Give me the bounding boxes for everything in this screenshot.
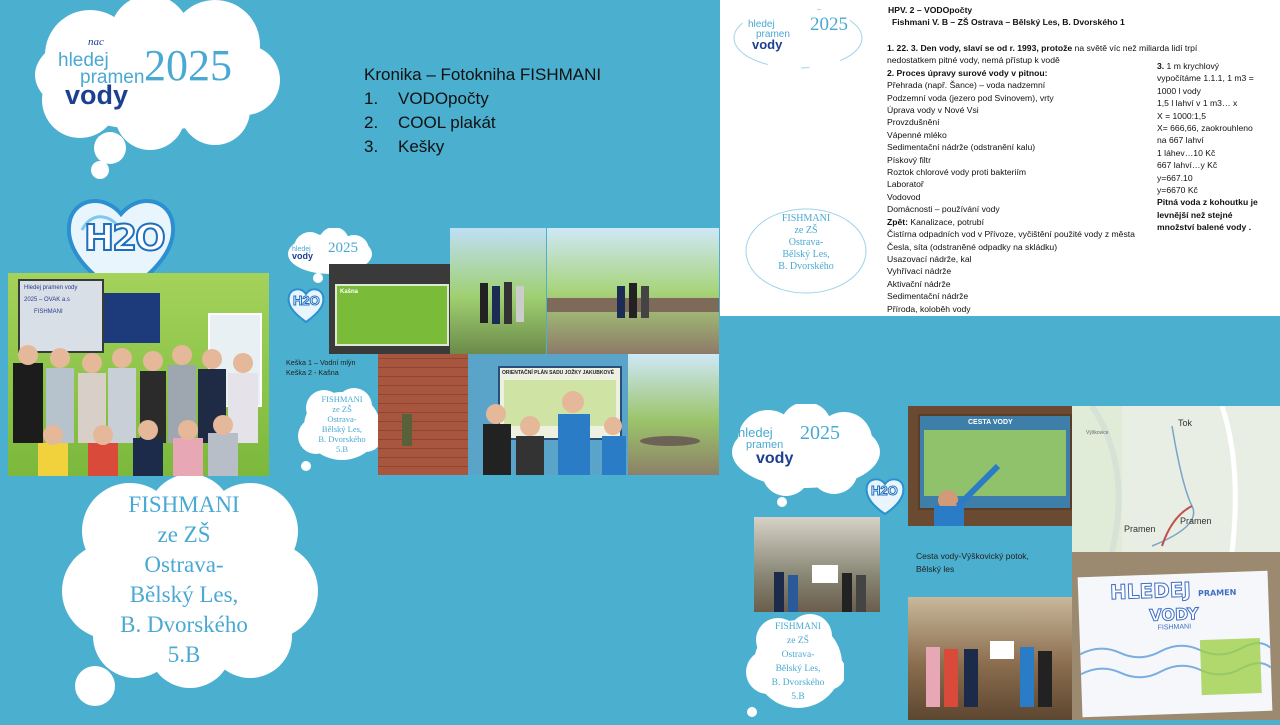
kesky-captions (286, 358, 356, 378)
cesta-caption (916, 550, 1029, 576)
doc-line: Sedimentační nádrže (887, 291, 969, 302)
team-line-1: FISHMANI (128, 492, 240, 517)
menu-item-kesky[interactable] (364, 137, 684, 157)
team-line-1: FISHMANI (781, 213, 831, 224)
team-line-5: B. Dvorského (120, 612, 248, 637)
h2o-heart-small-kesky (286, 286, 326, 324)
doc-line: Aktivační nádrže (887, 278, 951, 289)
logo-cloud-cesta (726, 404, 886, 508)
small-logo-year: 2025 (328, 240, 358, 256)
h2o-heart-cesta (864, 476, 906, 516)
board-line-2: 2025 – OVAK a.s (24, 297, 70, 303)
doc-logo-pramen: pramen (756, 29, 790, 40)
doc-line: Česla, síta (odstraněné odpadky na skládku) (887, 241, 1058, 252)
cesta-logo-year: 2025 (800, 422, 840, 444)
cesta-sign-title: CESTA VODY (968, 419, 1013, 426)
students-on-bench (547, 228, 719, 354)
calc-line: X = 1000:1,5 (1157, 110, 1206, 121)
doc-logo-year: 2025 (810, 14, 848, 35)
doc-line: Úprava vody v Nové Vsi (887, 105, 979, 116)
logo-vody: vody (65, 80, 129, 110)
forest-group-photo-1 (754, 517, 880, 612)
calc-line: 1,5 l lahví v 1 m3… x (1157, 98, 1238, 109)
poster-waves (1080, 628, 1272, 705)
menu-num: 3. (364, 137, 379, 156)
students-in-park (450, 228, 546, 354)
team-line-1: FISHMANI (775, 622, 821, 632)
cesta-logo-hledej: hledej (738, 425, 773, 440)
doc-line: Příroda, koloběh vody (887, 303, 971, 314)
doc-line: Laboratoř (887, 179, 924, 190)
group-in-forest (908, 597, 1072, 720)
calc-line: y=6670 Kč (1157, 185, 1198, 196)
poster-fishmani: FISHMANI (1157, 623, 1192, 632)
menu-label: VODOpočty (398, 89, 489, 108)
team-line-4: Bělský Les, (129, 582, 239, 607)
poster-vody: VODY (1148, 604, 1199, 625)
doc-team-cloud (742, 205, 870, 297)
calc-line: vypočítáme 1.1.1, 1 m3 = (1157, 73, 1254, 84)
mill-building-photo (378, 354, 470, 475)
forest-group-photo-2 (908, 597, 1072, 720)
doc-line: Sedimentační nádrže (odstranění kalu) (887, 142, 1036, 153)
map-label-pramen-1: Pramen (1124, 524, 1156, 534)
map-drawing (1072, 406, 1280, 552)
team-line-2: ze ZŠ (332, 404, 352, 414)
cesta-caption-2: Bělský les (916, 564, 955, 574)
team-line-4: Bělský Les, (782, 249, 830, 260)
cesta-logo-vody: vody (756, 450, 794, 467)
small-logo-hledej: hledej (292, 246, 311, 253)
route-map (1072, 406, 1280, 552)
board-line-3: FISHMANI (34, 309, 63, 315)
doc-line: Vyhřívací nádrže (887, 266, 952, 277)
calc-conclusion: levnější než stejné (1157, 209, 1233, 220)
doc-line: Vápenné mléko (887, 129, 947, 140)
h2o-text: H2O (84, 218, 164, 259)
cesta-vody-sign-photo (908, 406, 1072, 526)
keska-1-caption: Keška 1 – Vodní mlýn (286, 358, 356, 367)
students-at-map (468, 354, 628, 475)
calc-line: X= 666,66, zaokrouhleno (1157, 123, 1253, 134)
doc-line: Čistírna odpadních vod v Přívoze, vyčištění použité vody z města (887, 229, 1135, 240)
doc-line: Domácnosti – používání vody (887, 204, 1000, 215)
team-cloud-cesta (744, 612, 844, 720)
students-group (8, 273, 269, 476)
doc-heading-1: HPV. 2 – VODOpočty (888, 5, 973, 15)
team-line-1: FISHMANI (321, 394, 363, 404)
doc-logo-vody: vody (752, 37, 783, 52)
group-in-forest (754, 517, 880, 612)
team-line-3: Ostrava- (144, 552, 224, 577)
team-cloud-large (60, 476, 325, 720)
calc-line: na 667 lahví (1157, 135, 1204, 146)
team-line-2: ze ZŠ (787, 636, 809, 646)
team-line-3: Ostrava- (327, 414, 357, 424)
team-line-2: ze ZŠ (794, 225, 818, 236)
team-line-4: Bělský Les, (775, 664, 821, 674)
brand-mark: nac (88, 36, 104, 48)
park-photo-1 (450, 228, 546, 354)
calc-title: 1 m krychlový (1164, 61, 1220, 71)
menu-item-cool-plakat[interactable] (364, 113, 684, 133)
map-label-vyskovice: Výškovice (1086, 430, 1109, 436)
park-map-photo (468, 354, 628, 475)
poster-pramen: PRAMEN (1197, 587, 1237, 599)
team-cloud-small-kesky (296, 386, 382, 474)
doc-p1-cont: nedostatkem pitné vody, nemá přístup k vodě (887, 55, 1060, 66)
team-line-5: B. Dvorského (778, 261, 834, 272)
menu-label: COOL plakát (398, 113, 496, 132)
calc-line: 667 lahví…y Kč (1157, 160, 1218, 171)
calc-conclusion: množství balené vody . (1157, 222, 1252, 233)
team-line-2: ze ZŠ (157, 522, 211, 547)
park-fountain-photo (628, 354, 719, 475)
calc-line: y=667.10 (1157, 172, 1193, 183)
team-line-3: Ostrava- (788, 237, 824, 248)
team-line-6: 5.B (791, 692, 805, 702)
calc-num: 3. (1157, 61, 1165, 71)
menu-item-vodopocty[interactable] (364, 89, 684, 109)
doc-p1-rest: na světě víc než miliarda lidí trpí (1072, 43, 1198, 53)
doc-p2-heading: 2. Proces úpravy surové vody v pitnou: (887, 67, 1048, 78)
class-photo (8, 273, 269, 476)
calc-conclusion: Pitná voda z kohoutku je (1157, 197, 1258, 208)
doc-line: Podzemní voda (jezero pod Svinovem), vrty (887, 92, 1054, 103)
doc-line: Usazovací nádrže, kal (887, 253, 972, 264)
calc-line: 1000 l vody (1157, 85, 1201, 96)
board-line-1: Hledej pramen vody (24, 285, 78, 291)
doc-line: Přehrada (např. Šance) – voda nadzemní (887, 80, 1046, 91)
doc-body (887, 42, 1197, 315)
doc-calculation (1157, 60, 1258, 234)
h2o-text-small: H2O (871, 483, 898, 498)
chronicle-title: Kronika – Fotokniha FISHMANI (364, 65, 602, 84)
small-logo-vody: vody (292, 251, 314, 261)
park-photo-2 (547, 228, 719, 354)
chronicle-menu (364, 65, 684, 157)
logo-hledej: hledej (58, 50, 109, 71)
team-line-3: Ostrava- (781, 650, 815, 660)
kasna-sign-photo (329, 264, 451, 354)
doc-line: Roztok chlorové vody proti bakteriím (887, 167, 1026, 178)
logo-year: 2025 (144, 41, 232, 90)
park-map-title: ORIENTAČNÍ PLÁN SADU JOŽKY JAKUBKOVÉ (502, 370, 615, 376)
team-line-5: B. Dvorského (771, 678, 825, 688)
poster-hledej: HLEDEJ (1109, 577, 1192, 605)
kasna-sign-title: Kašna (340, 289, 359, 295)
cesta-caption-1: Cesta vody-Výškovický potok, (916, 551, 1029, 561)
doc-line: Pískový filtr (887, 154, 931, 165)
doc-logo-cloud (726, 0, 868, 82)
doc-line: Provzdušnění (887, 117, 940, 128)
doc-zpet-label: Zpět: (887, 216, 909, 227)
calc-line: 1 láhev…10 Kč (1157, 147, 1216, 158)
logo-pramen: pramen (80, 67, 145, 88)
map-label-tok: Tok (1178, 418, 1193, 428)
team-line-6: 5.B (335, 444, 349, 454)
menu-num: 1. (364, 89, 379, 108)
doc-logo-hledej: hledej (748, 19, 775, 30)
team-line-6: 5.B (167, 642, 201, 667)
team-line-5: B. Dvorského (318, 434, 366, 444)
keska-2-caption: Keška 2 - Kašna (286, 368, 339, 377)
cesta-logo-pramen: pramen (746, 439, 784, 451)
student-pointing (908, 406, 1072, 526)
team-line-4: Bělský Les, (321, 424, 363, 434)
doc-p1-bold: 1. 22. 3. Den vody, slaví se od r. 1993, protože (887, 43, 1073, 53)
doc-zpet-text: Kanalizace, potrubí (908, 216, 984, 227)
logo-cloud-large (20, 0, 290, 180)
h2o-text-small: H2O (293, 293, 320, 308)
menu-label: Kešky (398, 137, 445, 156)
cool-poster-photo (1072, 552, 1280, 720)
vodopocty-document (720, 0, 1280, 316)
map-label-pramen-2: Pramen (1180, 516, 1212, 526)
menu-num: 2. (364, 113, 379, 132)
doc-line: Vodovod (887, 191, 921, 202)
doc-heading-2: Fishmani V. B – ZŠ Ostrava – Bělský Les, B. Dvorského 1 (892, 17, 1125, 27)
